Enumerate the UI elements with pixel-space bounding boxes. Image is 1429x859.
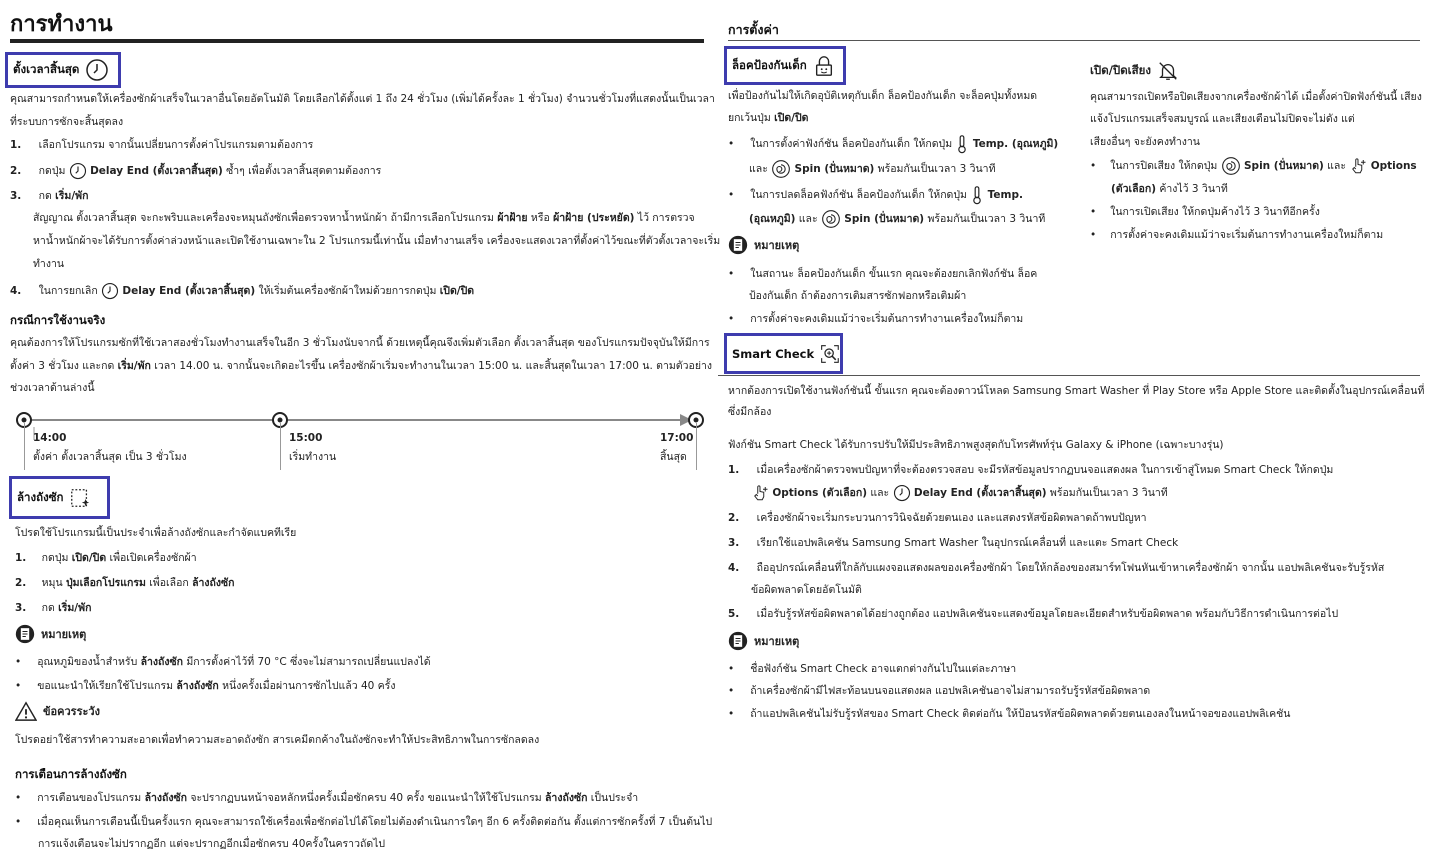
settings-title: การตั้งค่า: [728, 22, 779, 37]
delay-end-header: [5, 52, 121, 88]
power-label: เปิด/ปิด: [439, 285, 475, 297]
timeline-diagram: [10, 405, 705, 440]
case-text-3: ช่วงเวลาด้านล่างนี้: [10, 382, 95, 394]
sound-bullet-3: [1090, 224, 1383, 247]
drum-clean-icon: [69, 487, 91, 509]
smart-step-1-cont: [751, 482, 1168, 505]
note-text: ถ้าแอปพลิเคชันไม่รับรู้รหัสของ Smart Check ติดต่อกัน ให้ป้อนรหัสข้อผิดพลาดด้วยตนเองลงในหน้าจอของแอปพลิเคชัน: [750, 708, 1291, 720]
sound-intro-3: เสียงอื่นๆ จะยังคงทำงาน: [1090, 136, 1200, 148]
alert-text: การเตือนของโปรแกรม: [37, 792, 145, 804]
delay-step-2: [10, 160, 381, 183]
spin-label: Spin (ปั่นหมาด): [844, 213, 925, 225]
drum-step-2: [15, 572, 235, 595]
program-dial-label: ปุ่มเลือกโปรแกรม: [66, 577, 146, 589]
bullet: •: [1090, 206, 1097, 218]
step-text: กด: [38, 190, 52, 202]
child-lock-icon: [813, 55, 835, 77]
note-text: การตั้งค่าจะคงเดิมแม้ว่าจะเริ่มต้นการทำงานเครื่องใหม่ก็ตาม: [750, 313, 1024, 325]
smart-step-1: [728, 459, 1333, 482]
smart-step-4: [728, 557, 1384, 580]
child-note-2: [728, 308, 1023, 331]
smart-check-icon: [820, 342, 840, 366]
step-text: ถืออุปกรณ์เคลื่อนที่ใกล้กับแผงจอแสดงผลของเครื่องซักผ้า โดยให้กล้องของสมาร์ทโฟนหันเข้าหาเครื่องซักผ้า จากนั้น แอปพลิเคชันจะรับรู้รหัส: [756, 562, 1385, 574]
step-text: เรียกใช้แอปพลิเคชัน Samsung Smart Washer ในอุปกรณ์เคลื่อนที่ และแตะ Smart Check: [756, 537, 1179, 549]
options-label: Options: [1370, 160, 1417, 172]
bullet: •: [728, 708, 735, 720]
step-text: กดปุ่ม: [41, 552, 72, 564]
step-number: 3.: [15, 602, 27, 614]
bullet: •: [15, 680, 22, 692]
step-number: 2.: [15, 577, 27, 589]
bullet-text: การตั้งค่าจะคงเดิมแม้ว่าจะเริ่มต้นการทำงานเครื่องใหม่ก็ตาม: [1110, 229, 1384, 241]
delay-step-3-detail-2: หาน้ำหนักผ้าจะได้รับการตั้งค่าล่วงหน้าและเปิดใช้งานเฉพาะใน 2 โปรแกรมนี้เท่านั้น เมื่อทำงานเสร็จ เครื่องจะแสดงเวลาที่ตั้งค่าไว้ขณะที่ตัวตั้งเวลาจะเริ่ม: [33, 235, 721, 247]
options-label: Options (ตัวเลือก): [772, 487, 867, 499]
bullet: •: [15, 656, 22, 668]
smart-intro-2: ซึ่งมีกล้อง: [728, 406, 772, 418]
detail-text: สัญญาณ ตั้งเวลาสิ้นสุด จะกะพริบและเครื่องจะหมุนถังซักเพื่อตรวจหาน้ำหนักผ้า ถ้ามีการเลือกโปรแกรม: [33, 212, 494, 224]
note-icon: [15, 624, 35, 644]
intro-text: ยกเว้นปุ่ม: [728, 112, 775, 124]
bullet-text: ในการปิดเสียง ให้กดปุ่ม: [1110, 160, 1218, 172]
step-number: 5.: [728, 608, 740, 620]
bullet-text: ค้างไว้ 3 วินาที: [1156, 183, 1228, 195]
delay-end-label: Delay End (ตั้งเวลาสิ้นสุด): [913, 487, 1047, 499]
timeline-time-3: 17:00: [660, 432, 694, 444]
smart-step-4-cont: ข้อผิดพลาดโดยอัตโนมัติ: [751, 584, 862, 596]
smart-note-1: [728, 658, 1016, 681]
sound-intro-2: แจ้งโปรแกรมเสร็จสมบูรณ์ และเสียงเตือนไม่ปิดจะไม่ดัง แต่: [1090, 113, 1355, 125]
drum-clean-label: ล้างถังซัก: [140, 656, 184, 668]
sound-bullet-1: [1090, 155, 1417, 178]
detail-text: หรือ: [527, 212, 554, 224]
delay-step-1: [10, 134, 313, 157]
timer-icon: [893, 484, 911, 502]
power-label: เปิด/ปิด: [774, 112, 809, 124]
delay-step-3-detail-3: ทำงาน: [33, 258, 65, 270]
note-text: ขอแนะนำให้เรียกใช้โปรแกรม: [37, 680, 177, 692]
bullet: •: [728, 663, 735, 675]
smart-note-2: [728, 680, 1150, 703]
drum-note-header: [15, 624, 86, 644]
drum-step-3: [15, 597, 91, 620]
step-number: 3.: [10, 190, 22, 202]
alert-2-cont: การแจ้งเตือนจะไม่ปรากฏอีก แต่จะปรากฏอีกเมื่อซักครบ 40ครั้งในคราวถัดไป: [38, 838, 386, 850]
case-text-1: คุณต้องการให้โปรแกรมซักที่ใช้เวลาสองชั่วโมงทำงานเสร็จในอีก 3 ชั่วโมงนับจากนี้ ด้วยเหตุนี้คุณจึงเพิ่มตัวเลือก ตั้งเวลาสิ้นสุด ของโปรแกรมปัจจุบันให้มีการ: [10, 337, 710, 349]
drum-clean-label: ล้างถังซัก: [176, 680, 219, 692]
spin-label: Spin (ปั่นหมาด): [1244, 160, 1324, 172]
case-text: เวลา 14.00 น. จากนั้นจะเกิดอะไรขึ้น เครื่องซักผ้าเริ่มจะทำงานในเวลา 15:00 น. และสิ้นสุดในเวลา 17:00 น. ตามตัวอย่าง: [150, 360, 712, 372]
caution-label: ข้อควรระวัง: [43, 705, 100, 718]
bullet-text: และ: [1323, 160, 1346, 172]
timeline-time-2: 15:00: [289, 432, 323, 444]
step-text: เลือกโปรแกรม จากนั้นเปลี่ยนการตั้งค่าโปรแกรมตามต้องการ: [38, 139, 314, 151]
smart-note-header: [728, 631, 799, 651]
caution-header: [15, 701, 100, 721]
start-pause-label: เริ่ม/พัก: [117, 360, 151, 372]
timer-icon: [101, 282, 119, 300]
cotton-eco-label: ผ้าฝ้าย (ประหยัด): [553, 212, 635, 224]
step-text: และ: [867, 487, 890, 499]
note-icon: [728, 631, 748, 651]
bullet: •: [15, 792, 22, 804]
spin-icon: [821, 209, 841, 229]
bullet: •: [15, 816, 22, 828]
note-text: หนึ่งครั้งเมื่อผ่านการซักไปแล้ว 40 ครั้ง: [218, 680, 396, 692]
sound-bullet-2: [1090, 201, 1320, 224]
power-label: เปิด/ปิด: [71, 552, 107, 564]
timer-icon: [85, 58, 109, 82]
note-text: ถ้าเครื่องซักผ้ามีไฟสะท้อนบนจอแสดงผล แอปพลิเคชันอาจไม่สามารถรับรู้รหัสข้อผิดพลาด: [750, 685, 1151, 697]
temp-label: (อุณหภูมิ): [749, 213, 796, 225]
bullet: •: [1090, 229, 1097, 241]
page-title: การทำงาน: [10, 12, 113, 37]
timeline-tick-2: [280, 423, 281, 470]
note-text: ชื่อฟังก์ชัน Smart Check อาจแตกต่างกันไปในแต่ละภาษา: [750, 663, 1017, 675]
step-text: เมื่อเครื่องซักผ้าตรวจพบปัญหาที่จะต้องตรวจสอบ จะมีรหัสข้อมูลปรากฏบนจอแสดงผล ในการเข้าสู่โหมด Smart Check ให้กดปุ่ม: [756, 464, 1334, 476]
bullet: •: [728, 138, 735, 150]
drum-intro: โปรดใช้โปรแกรมนี้เป็นประจำเพื่อล้างถังซักและกำจัดแบคทีเรีย: [15, 527, 297, 539]
step-number: 2.: [10, 165, 22, 177]
drum-clean-title: ล้างถังซัก: [17, 489, 64, 504]
child-note-1: [728, 263, 1037, 286]
thermometer-icon: [955, 134, 969, 154]
alert-text: จะปรากฏบนหน้าจอหลักหนึ่งครั้งเมื่อซักครบ 40 ครั้ง ขอแนะนำให้ใช้โปรแกรม: [187, 792, 545, 804]
step-text: เพื่อเปิดเครื่องซักผ้า: [106, 552, 197, 564]
timeline-desc-1: ตั้งค่า ตั้งเวลาสิ้นสุด เป็น 3 ชั่วโมง: [33, 451, 187, 463]
child-bullet-2: [728, 184, 1023, 207]
child-bullet-1: [728, 133, 1058, 156]
smart-intro-3: ฟังก์ชัน Smart Check ได้รับการปรับให้มีประสิทธิภาพสูงสุดกับโทรศัพท์รุ่น Galaxy & iPhone (เฉพาะบางรุ่น): [728, 439, 1224, 451]
step-text-tail: ซ้ำๆ เพื่อตั้งเวลาสิ้นสุดตามต้องการ: [222, 165, 382, 177]
step-text: หมุน: [41, 577, 66, 589]
bullet: •: [728, 685, 735, 697]
timer-icon: [69, 162, 87, 180]
delay-end-title: ตั้งเวลาสิ้นสุด: [13, 62, 80, 76]
alert-text: เมื่อคุณเห็นการเตือนนี้เป็นครั้งแรก คุณจะสามารถใช้เครื่องเพื่อซักต่อไปได้โดยไม่ต้องดำเนินการใดๆ อีก 6 ครั้งติดต่อกัน ตั้งแต่การซักครั้งที่ 7 เป็นต้นไป: [37, 816, 713, 828]
bullet-text: และ: [795, 213, 818, 225]
step-number: 3.: [728, 537, 740, 549]
bullet: •: [728, 189, 735, 201]
child-lock-header: [724, 46, 846, 85]
note-icon: [728, 235, 748, 255]
child-lock-title: ล็อคป้องกันเด็ก: [732, 57, 807, 72]
alert-2: [15, 811, 712, 834]
child-intro-2: [728, 107, 809, 130]
step-number: 2.: [728, 512, 740, 524]
smart-check-header: [724, 333, 843, 374]
step-text: กดปุ่ม: [38, 165, 66, 177]
drum-clean-label: ล้างถังซัก: [192, 577, 235, 589]
timeline-desc-2: เริ่มทำงาน: [289, 451, 337, 463]
delay-intro-2: ที่ระบบการซักจะสิ้นสุดลง: [10, 116, 124, 128]
start-pause-label: เริ่ม/พัก: [58, 602, 92, 614]
options-label: (ตัวเลือก): [1111, 183, 1156, 195]
start-pause-label: เริ่ม/พัก: [55, 190, 89, 202]
delay-step-3: [10, 185, 88, 208]
note-text: มีการตั้งค่าไว้ที่ 70 °C ซึ่งจะไม่สามารถเปลี่ยนแปลงได้: [183, 656, 431, 668]
temp-label: Temp.: [987, 189, 1023, 201]
child-note-header: [728, 235, 799, 255]
step-number: 1.: [15, 552, 27, 564]
case-text: ตั้งค่า 3 ชั่วโมง และกด: [10, 360, 118, 372]
note-label: หมายเหตุ: [754, 635, 800, 648]
step-text: ในการยกเลิก: [38, 285, 98, 297]
bullet-text: ในการเปิดเสียง ให้กดปุ่มค้างไว้ 3 วินาทีอีกครั้ง: [1110, 206, 1320, 218]
step-text: เพื่อเลือก: [145, 577, 193, 589]
child-intro-1: เพื่อป้องกันไม่ให้เกิดอุบัติเหตุกับเด็ก ล็อคป้องกันเด็ก จะล็อคปุ่มทั้งหมด: [728, 90, 1038, 102]
timeline-tick-3: [696, 423, 697, 470]
thermometer-icon: [970, 185, 984, 205]
warning-icon: [15, 701, 37, 721]
note-text: ในสถานะ ล็อคป้องกันเด็ก ขั้นแรก คุณจะต้องยกเลิกฟังก์ชัน ล็อค: [750, 268, 1038, 280]
drum-clean-label: ล้างถังซัก: [545, 792, 588, 804]
note-label: หมายเหตุ: [41, 628, 87, 641]
drum-note-1: [15, 651, 431, 674]
drum-clean-header: [9, 476, 110, 519]
timeline-tick-1: [24, 423, 25, 470]
step-text: กด: [41, 602, 59, 614]
title-rule: [10, 39, 704, 43]
touch-options-icon: [751, 483, 769, 503]
smart-check-rule: [718, 375, 1420, 376]
step-number: 4.: [728, 562, 740, 574]
step-text: เครื่องซักผ้าจะเริ่มกระบวนการวินิจฉัยด้วยตนเอง และแสดงรหัสข้อผิดพลาดถ้าพบปัญหา: [756, 512, 1147, 524]
sound-bullet-1-cont: [1111, 178, 1228, 201]
step-number: 4.: [10, 285, 22, 297]
bullet-text: พร้อมกันเป็นเวลา 3 วินาที: [924, 213, 1046, 225]
step-text-tail: ให้เริ่มต้นเครื่องซักผ้าใหม่ด้วยการกดปุ่ม: [255, 285, 437, 297]
smart-step-2: [728, 507, 1147, 530]
step-number: 1.: [10, 139, 22, 151]
smart-note-3: [728, 703, 1290, 726]
cotton-label: ผ้าฝ้าย: [497, 212, 528, 224]
smart-intro-1: หากต้องการเปิดใช้งานฟังก์ชันนี้ ขั้นแรก คุณจะต้องดาวน์โหลด Samsung Smart Washer ที่ Play Store หรือ Apple Store และติดตั้งในอุปกรณ์เคลื่อนที่: [728, 385, 1425, 397]
settings-rule: [728, 40, 1420, 41]
delay-step-4: [10, 280, 474, 303]
step-text: พร้อมกันเป็นเวลา 3 วินาที: [1046, 487, 1168, 499]
sound-intro-1: คุณสามารถเปิดหรือปิดเสียงจากเครื่องซักผ้าได้ เมื่อตั้งค่าปิดฟังก์ชันนี้ เสียง: [1090, 91, 1422, 103]
bullet-text: และ: [749, 163, 768, 175]
bullet-text: ในการตั้งค่าฟังก์ชัน ล็อคป้องกันเด็ก ให้กดปุ่ม: [750, 138, 953, 150]
sound-header: [1090, 60, 1179, 82]
caution-text: โปรดอย่าใช้สารทำความสะอาดเพื่อทำความสะอาดถังซัก สารเคมีตกค้างในถังซักจะทำให้ประสิทธิภาพในการซักลดลง: [15, 734, 540, 746]
note-text: อุณหภูมิของน้ำสำหรับ: [37, 656, 141, 668]
bullet-text: ในการปลดล็อคฟังก์ชัน ล็อคป้องกันเด็ก ให้กดปุ่ม: [750, 189, 967, 201]
spin-icon: [1221, 156, 1241, 176]
step-number: 1.: [728, 464, 740, 476]
delay-end-label: Delay End (ตั้งเวลาสิ้นสุด): [90, 165, 223, 177]
case-text-2: [10, 355, 712, 378]
step-text: เมื่อรับรู้รหัสข้อผิดพลาดได้อย่างถูกต้อง แอปพลิเคชันจะแสดงข้อมูลโดยละเอียดสำหรับข้อผิดพลาด พร้อมกับวิธีการดำเนินการต่อไป: [756, 608, 1339, 620]
bullet: •: [1090, 160, 1097, 172]
drum-clean-label: ล้างถังซัก: [144, 792, 188, 804]
alert-title: การเตือนการล้างถังซัก: [15, 767, 127, 781]
timeline-desc-3: สิ้นสุด: [660, 451, 687, 463]
delay-step-3-detail-1: [33, 207, 695, 230]
child-bullet-2-cont: [749, 208, 1045, 231]
sound-title: เปิด/ปิดเสียง: [1090, 63, 1151, 77]
spin-icon: [771, 159, 791, 179]
smart-check-title: Smart Check: [732, 346, 815, 361]
child-bullet-1-cont: [749, 158, 996, 181]
delay-end-label: Delay End (ตั้งเวลาสิ้นสุด): [122, 285, 256, 297]
detail-text: ไว้ การตรวจ: [634, 212, 695, 224]
child-note-1-cont: ป้องกันเด็ก ถ้าต้องการเติมสารซักฟอกหรือเติมผ้า: [749, 290, 967, 302]
bullet: •: [728, 268, 735, 280]
drum-step-1: [15, 547, 197, 570]
bullet-text: พร้อมกันเป็นเวลา 3 วินาที: [874, 163, 996, 175]
note-label: หมายเหตุ: [754, 239, 800, 252]
touch-options-icon: [1349, 156, 1367, 176]
smart-step-3: [728, 532, 1178, 555]
smart-step-5: [728, 603, 1338, 626]
alert-text: เป็นประจำ: [587, 792, 639, 804]
bullet: •: [728, 313, 735, 325]
alert-1: [15, 787, 638, 810]
timeline-time-1: 14:00: [33, 432, 67, 444]
drum-note-2: [15, 675, 395, 698]
case-title: กรณีการใช้งานจริง: [10, 313, 106, 327]
temp-label: Temp. (อุณหภูมิ): [972, 138, 1059, 150]
spin-label: Spin (ปั่นหมาด): [794, 163, 875, 175]
delay-intro-1: คุณสามารถกำหนดให้เครื่องซักผ้าเสร็จในเวลาอื่นโดยอัตโนมัติ โดยเลือกได้ตั้งแต่ 1 ถึง 24 ชั่วโมง (เพิ่มได้ครั้งละ 1 ชั่วโมง) จำนวนชั่วโมงที่แสดงนั้นเป็นเวลา: [10, 93, 715, 105]
sound-off-icon: [1157, 60, 1179, 82]
